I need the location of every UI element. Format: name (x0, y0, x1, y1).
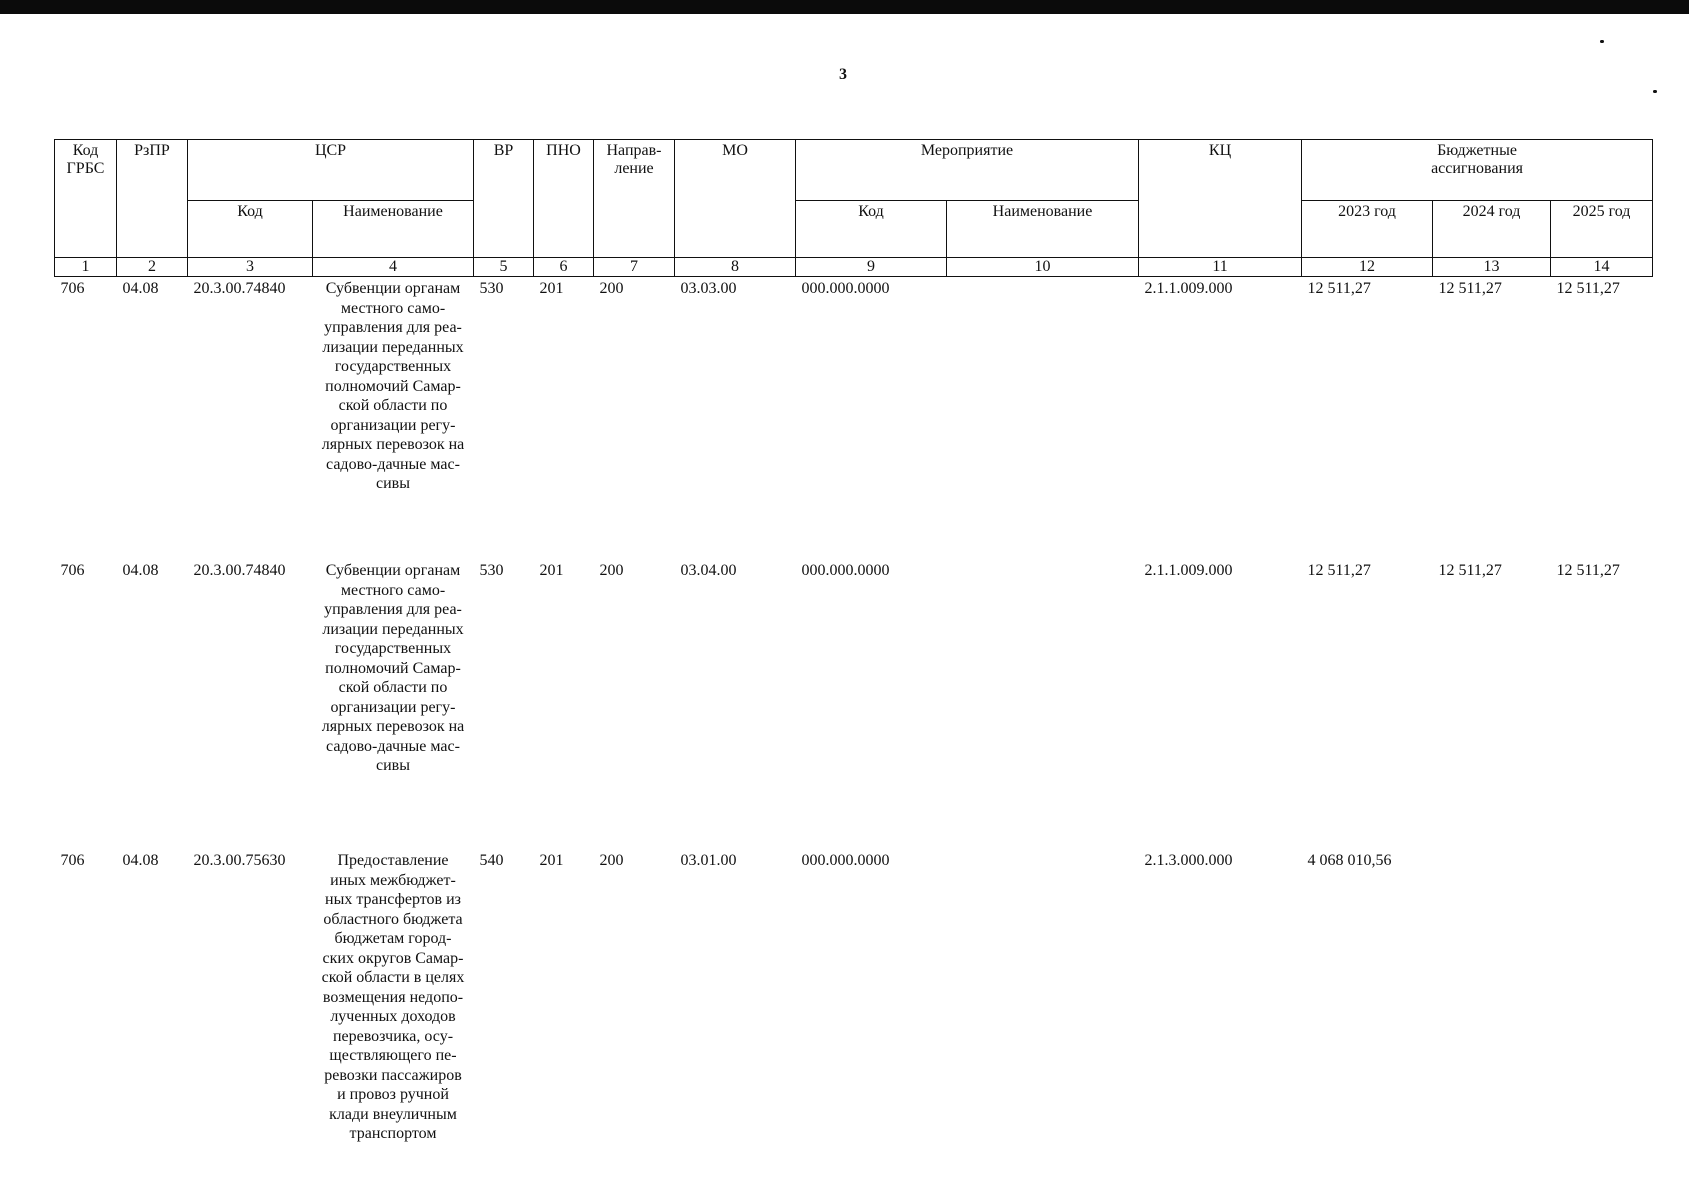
cell-2023: 12 511,27 (1307, 562, 1371, 579)
col-csr-kod: Код (188, 201, 313, 258)
cell-mer-name (947, 555, 1139, 847)
cell-csr-kod: 20.3.00.74840 (193, 280, 286, 297)
cell-rzpr: 04.08 (122, 562, 159, 579)
col-number: 10 (947, 258, 1139, 277)
col-number: 11 (1139, 258, 1302, 277)
table-row (55, 277, 1653, 556)
col-number: 13 (1433, 258, 1551, 277)
column-number-row (55, 258, 1653, 277)
cell-2023: 4 068 010,56 (1307, 852, 1392, 869)
col-number: 14 (1551, 258, 1653, 277)
col-napravlenie: Направ- ление (594, 140, 675, 258)
cell-csr-kod: 20.3.00.75630 (193, 852, 286, 869)
cell-mer-name (947, 847, 1139, 1146)
cell-2024 (1433, 847, 1551, 1146)
col-mo: МО (675, 140, 796, 258)
cell-kod-grbs: 706 (60, 562, 85, 579)
cell-napravlenie: 200 (599, 562, 624, 579)
col-vr: ВР (474, 140, 534, 258)
col-2024: 2024 год (1433, 201, 1551, 258)
cell-rzpr: 04.08 (122, 280, 159, 297)
col-csr: ЦСР (188, 140, 474, 201)
cell-vr: 530 (479, 562, 504, 579)
col-number: 7 (594, 258, 675, 277)
table-row (55, 555, 1653, 847)
cell-2024: 12 511,27 (1438, 280, 1502, 297)
cell-mer-kod: 000.000.0000 (801, 562, 890, 579)
cell-2025 (1551, 847, 1653, 1146)
scan-speck (1653, 90, 1657, 93)
col-meropriyatie: Мероприятие (796, 140, 1139, 201)
cell-2025: 12 511,27 (1556, 280, 1620, 297)
col-number: 3 (188, 258, 313, 277)
cell-rzpr: 04.08 (122, 852, 159, 869)
cell-csr-kod: 20.3.00.74840 (193, 562, 286, 579)
col-number: 8 (675, 258, 796, 277)
cell-mo: 03.03.00 (680, 280, 737, 297)
cell-2025: 12 511,27 (1556, 562, 1620, 579)
cell-kc: 2.1.1.009.000 (1144, 280, 1233, 297)
table-header (55, 140, 1653, 277)
cell-kc: 2.1.1.009.000 (1144, 562, 1233, 579)
cell-napravlenie: 200 (599, 280, 624, 297)
cell-csr-name: Субвенции органам местного само- управления для реа- лизации переданных государственных полномочий Самар- ской области по организации регу- лярных перевозок на садово-дачные мас- сивы (321, 562, 465, 774)
cell-mer-kod: 000.000.0000 (801, 852, 890, 869)
cell-mer-name (947, 277, 1139, 556)
col-mer-kod: Код (796, 201, 947, 258)
cell-mo: 03.04.00 (680, 562, 737, 579)
col-2023: 2023 год (1302, 201, 1433, 258)
cell-2024: 12 511,27 (1438, 562, 1502, 579)
col-number: 2 (117, 258, 188, 277)
table-row (55, 847, 1653, 1146)
col-kc: КЦ (1139, 140, 1302, 258)
scan-speck (1600, 40, 1604, 43)
cell-pno: 201 (539, 562, 564, 579)
cell-vr: 540 (479, 852, 504, 869)
cell-csr-name: Предоставление иных межбюджет- ных трансфертов из областного бюджета бюджетам город- ских округов Самар- ской области в целях возмещения недопо- лученных доходов перевозчика, осу- ществляющего пе- ревозки пассажиров и провоз ручной клади внеуличным транспортом (321, 852, 465, 1142)
col-kod-grbs: Код ГРБС (55, 140, 117, 258)
table-body (55, 277, 1653, 1146)
page-number: 3 (839, 66, 847, 83)
budget-table (54, 139, 1653, 1146)
scan-top-edge (0, 0, 1689, 14)
cell-napravlenie: 200 (599, 852, 624, 869)
col-mer-name: Наименование (947, 201, 1139, 258)
cell-kod-grbs: 706 (60, 280, 85, 297)
cell-kc: 2.1.3.000.000 (1144, 852, 1233, 869)
cell-mer-kod: 000.000.0000 (801, 280, 890, 297)
col-2025: 2025 год (1551, 201, 1653, 258)
cell-csr-name: Субвенции органам местного само- управления для реа- лизации переданных государственных полномочий Самар- ской области по организации регу- лярных перевозок на садово-дачные мас- сивы (321, 280, 465, 492)
cell-mo: 03.01.00 (680, 852, 737, 869)
col-budget: Бюджетные ассигнования (1302, 140, 1653, 201)
cell-pno: 201 (539, 852, 564, 869)
cell-2023: 12 511,27 (1307, 280, 1371, 297)
cell-vr: 530 (479, 280, 504, 297)
col-number: 6 (534, 258, 594, 277)
col-csr-name: Наименование (313, 201, 474, 258)
col-number: 4 (313, 258, 474, 277)
cell-kod-grbs: 706 (60, 852, 85, 869)
col-number: 12 (1302, 258, 1433, 277)
col-number: 5 (474, 258, 534, 277)
col-rzpr: РзПР (117, 140, 188, 258)
col-pno: ПНО (534, 140, 594, 258)
col-number: 1 (55, 258, 117, 277)
col-number: 9 (796, 258, 947, 277)
cell-pno: 201 (539, 280, 564, 297)
